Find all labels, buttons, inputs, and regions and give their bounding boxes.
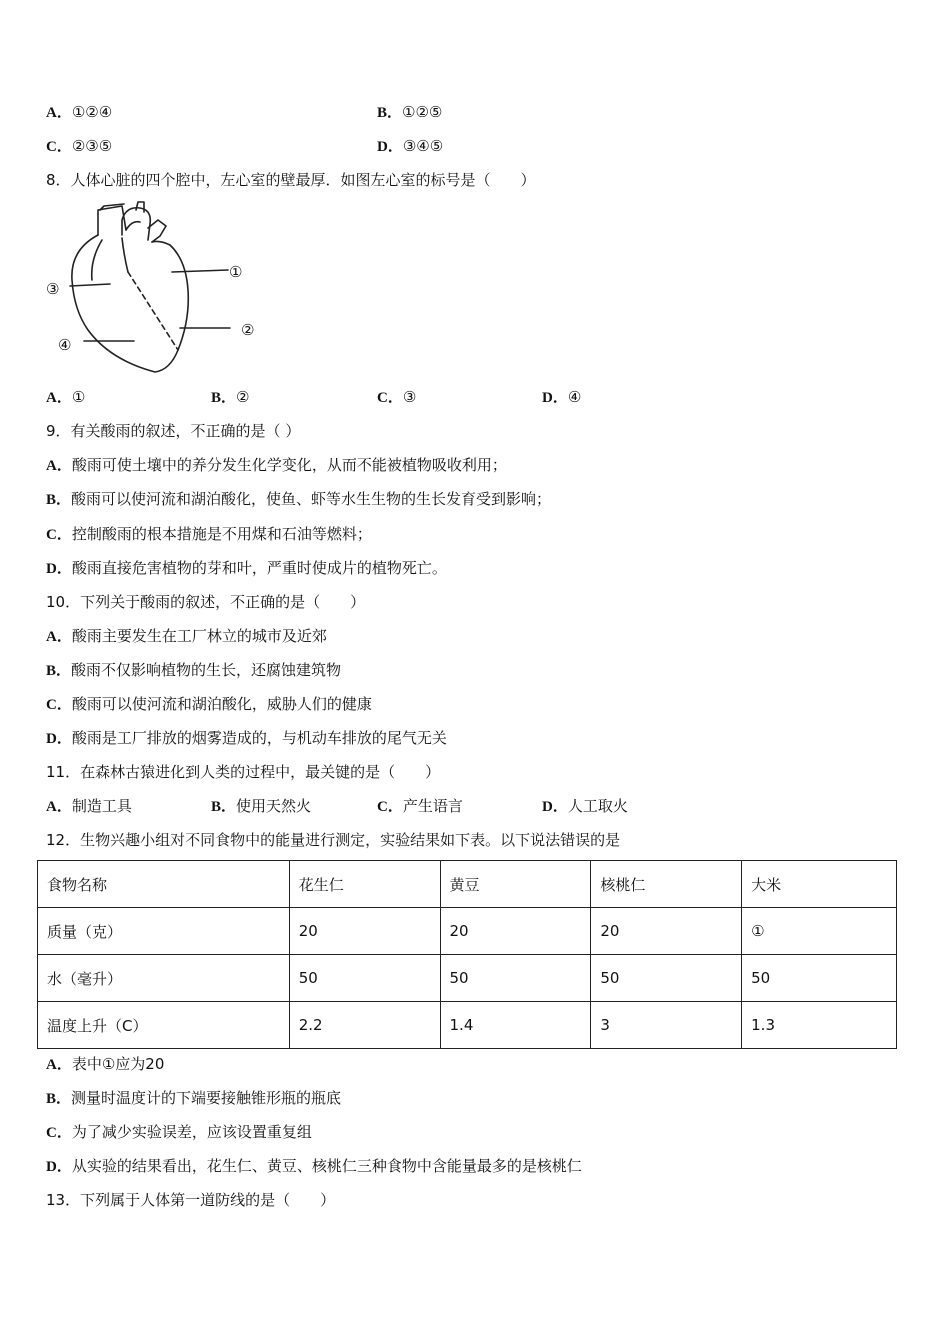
q12-stem: 12．生物兴趣小组对不同食物中的能量进行测定，实验结果如下表。以下说法错误的是 bbox=[46, 831, 621, 849]
q10-option-c: C．酸雨可以使河流和湖泊酸化，威胁人们的健康 bbox=[46, 695, 372, 713]
q7-option-b: B．①②⑤ bbox=[377, 103, 443, 121]
table-cell: 50 bbox=[440, 955, 591, 1002]
label-4: ④ bbox=[58, 336, 72, 354]
q9-option-a: A．酸雨可使土壤中的养分发生化学变化，从而不能被植物吸收利用； bbox=[46, 456, 507, 474]
table-row bbox=[38, 955, 897, 1002]
septum-line bbox=[128, 272, 178, 350]
q12-option-d: D．从实验的结果看出，花生仁、黄豆、核桃仁三种食物中含能量最多的是核桃仁 bbox=[46, 1157, 582, 1175]
q11-stem: 11．在森林古猿进化到人类的过程中，最关键的是（ ） bbox=[46, 763, 441, 781]
q10-option-b: B．酸雨不仅影响植物的生长，还腐蚀建筑物 bbox=[46, 661, 342, 679]
q7-option-d: D．③④⑤ bbox=[377, 137, 444, 155]
table-cell: 20 bbox=[289, 908, 440, 955]
table-cell: 温度上升（C） bbox=[38, 1002, 290, 1049]
table-row bbox=[38, 861, 897, 908]
table-cell: ① bbox=[742, 908, 897, 955]
table-cell: 1.4 bbox=[440, 1002, 591, 1049]
q8-option-d: D．④ bbox=[542, 388, 582, 406]
q8-stem: 8．人体心脏的四个腔中，左心室的壁最厚．如图左心室的标号是（ ） bbox=[46, 171, 536, 189]
table-cell: 20 bbox=[440, 908, 591, 955]
table-cell: 3 bbox=[591, 1002, 742, 1049]
table-cell: 花生仁 bbox=[289, 861, 440, 908]
table-row bbox=[38, 1002, 897, 1049]
q8-option-b: B．② bbox=[211, 388, 250, 406]
leader-1 bbox=[172, 270, 228, 272]
table-cell: 食物名称 bbox=[38, 861, 290, 908]
q9-stem: 9．有关酸雨的叙述，不正确的是（ ） bbox=[46, 422, 301, 440]
q7-option-a: A．①②④ bbox=[46, 103, 113, 121]
leader-3 bbox=[70, 284, 110, 286]
aorta-arch bbox=[122, 208, 150, 240]
table-cell: 1.3 bbox=[742, 1002, 897, 1049]
label-1: ① bbox=[229, 263, 243, 281]
q11-option-c: C．产生语言 bbox=[377, 797, 463, 815]
heart-outline bbox=[72, 235, 188, 372]
table-cell: 水（毫升） bbox=[38, 955, 290, 1002]
q12-option-b: B．测量时温度计的下端要接触锥形瓶的瓶底 bbox=[46, 1089, 342, 1107]
q11-option-b: B．使用天然火 bbox=[211, 797, 312, 815]
table-cell: 大米 bbox=[742, 861, 897, 908]
label-2: ② bbox=[241, 321, 255, 339]
q9-option-c: C．控制酸雨的根本措施是不用煤和石油等燃料； bbox=[46, 525, 372, 543]
table-cell: 50 bbox=[591, 955, 742, 1002]
q9-option-b: B．酸雨可以使河流和湖泊酸化，使鱼、虾等水生生物的生长发育受到影响； bbox=[46, 490, 552, 508]
table-cell: 20 bbox=[591, 908, 742, 955]
q13-stem: 13．下列属于人体第一道防线的是（ ） bbox=[46, 1191, 336, 1209]
table-cell: 黄豆 bbox=[440, 861, 591, 908]
q10-option-d: D．酸雨是工厂排放的烟雾造成的，与机动车排放的尾气无关 bbox=[46, 729, 447, 747]
q7-option-c: C．②③⑤ bbox=[46, 137, 113, 155]
label-3: ③ bbox=[46, 280, 60, 298]
q8-option-c: C．③ bbox=[377, 388, 417, 406]
table-cell: 质量（克） bbox=[38, 908, 290, 955]
q10-option-a: A．酸雨主要发生在工厂林立的城市及近郊 bbox=[46, 627, 327, 645]
q11-option-d: D．人工取火 bbox=[542, 797, 628, 815]
heart-diagram bbox=[40, 200, 270, 380]
q11-option-a: A．制造工具 bbox=[46, 797, 132, 815]
q12-option-c: C．为了减少实验误差，应该设置重复组 bbox=[46, 1123, 312, 1141]
q10-stem: 10．下列关于酸雨的叙述，不正确的是（ ） bbox=[46, 593, 366, 611]
table-cell: 核桃仁 bbox=[591, 861, 742, 908]
table-row bbox=[38, 908, 897, 955]
food-energy-table bbox=[37, 860, 897, 1049]
table-cell: 2.2 bbox=[289, 1002, 440, 1049]
table-cell: 50 bbox=[742, 955, 897, 1002]
table-cell: 50 bbox=[289, 955, 440, 1002]
q9-option-d: D．酸雨直接危害植物的芽和叶，严重时使成片的植物死亡。 bbox=[46, 559, 447, 577]
q8-option-a: A．① bbox=[46, 388, 86, 406]
q12-option-a: A．表中①应为20 bbox=[46, 1055, 165, 1073]
